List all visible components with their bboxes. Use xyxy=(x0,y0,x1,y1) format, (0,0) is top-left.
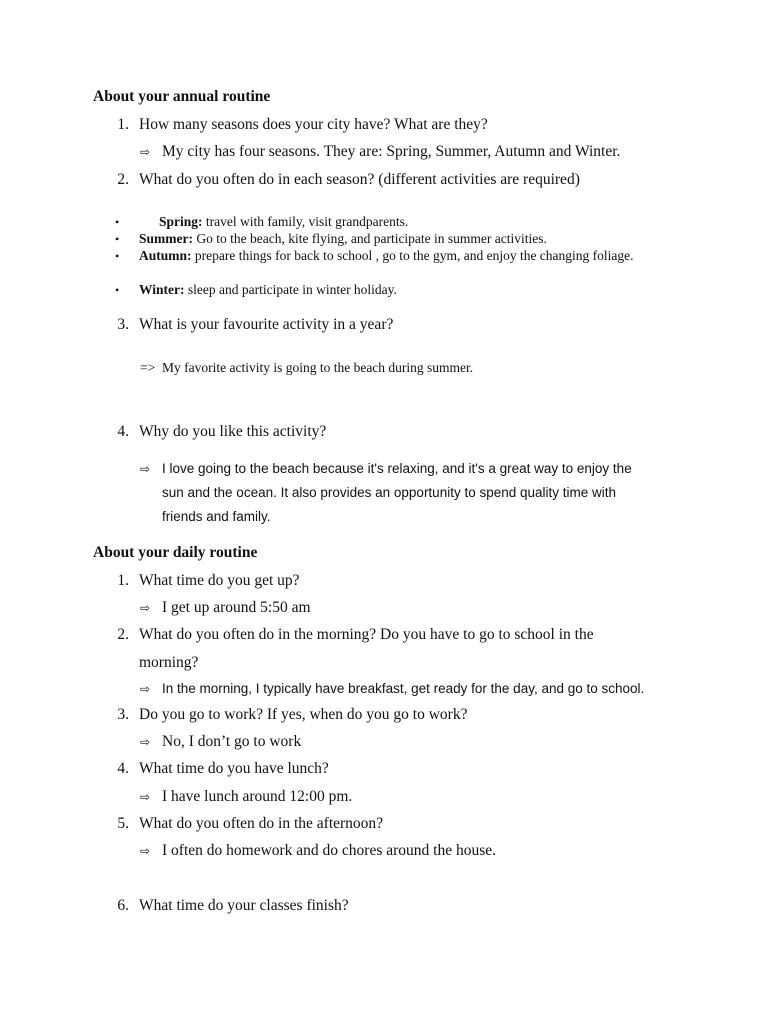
arrow-right-icon: ⇨ xyxy=(140,601,151,615)
arrow-right-icon: ⇨ xyxy=(140,790,151,804)
answer-text: I often do homework and do chores around the house. xyxy=(162,842,497,859)
daily-answer-5 xyxy=(140,842,496,860)
question-number: 2. xyxy=(117,626,129,643)
daily-answer-3 xyxy=(140,733,301,751)
question-text: How many seasons does your city have? What are they? xyxy=(139,116,488,133)
question-number: 4. xyxy=(117,423,129,440)
annual-question-1 xyxy=(107,116,488,134)
daily-question-6 xyxy=(107,897,349,915)
daily-question-2 xyxy=(107,626,594,644)
bullet-label: Winter: xyxy=(139,282,185,297)
daily-question-2-line-2: morning? xyxy=(139,654,199,671)
annual-question-4 xyxy=(107,423,326,441)
bullet-dot-icon: • xyxy=(115,249,120,263)
season-bullet-winter xyxy=(115,282,397,298)
season-bullet-spring xyxy=(115,214,409,230)
question-text: What do you often do in each season? (different activities are required) xyxy=(139,171,580,188)
bullet-label: Spring: xyxy=(159,214,203,229)
question-text: What time do you have lunch? xyxy=(139,760,329,777)
answer-text: My favorite activity is going to the beach during summer. xyxy=(161,360,474,375)
bullet-dot-icon: • xyxy=(115,215,120,229)
question-number: 4. xyxy=(117,760,129,777)
annual-answer-1 xyxy=(140,143,620,161)
bullet-text: sleep and participate in winter holiday. xyxy=(184,282,397,297)
arrow-right-icon: ⇨ xyxy=(140,682,151,696)
question-number: 1. xyxy=(117,572,129,589)
bullet-text: prepare things for back to school , go to the gym, and enjoy the changing foliage. xyxy=(191,248,634,263)
answer-line-1: I love going to the beach because it's relaxing, and it's a great way to enjoy the xyxy=(162,461,632,476)
daily-question-5 xyxy=(107,815,383,833)
season-bullet-summer xyxy=(115,231,547,247)
question-number: 5. xyxy=(117,815,129,832)
arrow-right-icon: ⇨ xyxy=(140,735,151,749)
question-text: Why do you like this activity? xyxy=(139,423,327,440)
daily-answer-2 xyxy=(140,681,644,696)
annual-answer-3 xyxy=(140,360,473,376)
question-text: What is your favourite activity in a year? xyxy=(139,316,394,333)
bullet-label: Autumn: xyxy=(139,248,192,263)
question-number: 3. xyxy=(117,706,129,723)
bullet-label: Summer: xyxy=(139,231,193,246)
annual-question-3 xyxy=(107,316,393,334)
answer-text: In the morning, I typically have breakfast, get ready for the day, and go to school. xyxy=(162,681,645,696)
season-bullet-autumn xyxy=(115,248,669,264)
answer-text: I have lunch around 12:00 pm. xyxy=(162,788,353,805)
bullet-text: travel with family, visit grandparents. xyxy=(202,214,409,229)
daily-question-4 xyxy=(107,760,329,778)
arrow-right-icon: ⇨ xyxy=(140,844,151,858)
question-number: 2. xyxy=(117,171,129,188)
answer-text: My city has four seasons. They are: Spring, Summer, Autumn and Winter. xyxy=(162,143,621,160)
daily-answer-1 xyxy=(140,599,311,617)
question-number: 6. xyxy=(117,897,129,914)
annual-answer-4-line-3: friends and family. xyxy=(162,509,271,524)
arrow-text-icon: => xyxy=(140,360,156,375)
daily-question-3 xyxy=(107,706,467,724)
answer-text: I get up around 5:50 am xyxy=(162,599,311,616)
question-number: 3. xyxy=(117,316,129,333)
annual-answer-4-line-2: sun and the ocean. It also provides an opportunity to spend quality time with xyxy=(162,485,617,500)
question-number: 1. xyxy=(117,116,129,133)
arrow-right-icon: ⇨ xyxy=(140,145,151,159)
daily-question-1 xyxy=(107,572,300,590)
bullet-dot-icon: • xyxy=(115,283,120,297)
daily-answer-4 xyxy=(140,788,352,806)
answer-text: No, I don’t go to work xyxy=(162,733,302,750)
annual-answer-4 xyxy=(140,461,632,476)
arrow-right-icon: ⇨ xyxy=(140,462,151,476)
annual-question-2 xyxy=(107,171,580,189)
daily-heading: About your daily routine xyxy=(93,544,258,561)
question-text: What do you often do in the afternoon? xyxy=(139,815,384,832)
bullet-dot-icon: • xyxy=(115,232,120,246)
question-text: Do you go to work? If yes, when do you go to work? xyxy=(139,706,468,723)
annual-heading: About your annual routine xyxy=(93,88,271,105)
question-text: What time do you get up? xyxy=(139,572,300,589)
question-text: What time do your classes finish? xyxy=(139,897,349,914)
question-text: What do you often do in the morning? Do you have to go to school in the xyxy=(139,626,594,643)
bullet-text: Go to the beach, kite flying, and participate in summer activities. xyxy=(193,231,547,246)
